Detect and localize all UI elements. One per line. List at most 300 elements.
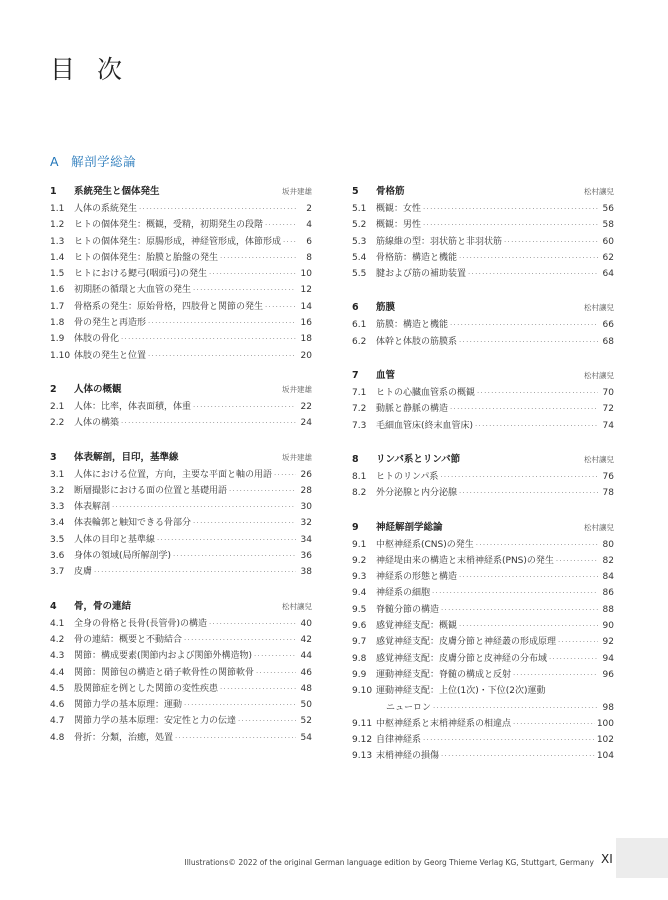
entry-number: 5.4 — [352, 252, 367, 263]
page-number: XI — [601, 852, 613, 866]
entry-number: 1.6 — [50, 285, 65, 296]
toc-entry[interactable] — [50, 467, 312, 483]
dot-leader — [475, 418, 598, 434]
toc-entry[interactable] — [50, 632, 312, 648]
entry-number: 6.2 — [352, 336, 367, 347]
dot-leader — [173, 548, 296, 564]
copyright-footer: Illustrations© 2022 of the original German language edition by Georg Thieme Verlag KG, Stuttgart, Germany — [184, 858, 594, 867]
entry-page: 22 — [300, 401, 312, 412]
entry-number: 9.7 — [352, 637, 367, 648]
dot-leader — [121, 415, 296, 431]
toc-entry[interactable] — [50, 713, 312, 729]
entry-number: 9.10 — [352, 686, 373, 697]
section-name: 解剖学総論 — [71, 154, 137, 169]
entry-number: 1.1 — [50, 204, 65, 214]
entry-title: 骨の発生と再造形 — [74, 318, 147, 329]
entry-page: 4 — [306, 220, 312, 231]
entry-title: 人体における位置，方向，主要な平面と軸の用語 — [74, 469, 273, 480]
entry-title: 体肢の骨化 — [74, 334, 120, 345]
chapter-author: 松村讓兒 — [584, 522, 614, 532]
dot-leader — [450, 401, 598, 417]
toc-entry[interactable] — [50, 665, 312, 681]
entry-title: 感覚神経支配：概観 — [376, 621, 458, 632]
chapter-author: 松村讓兒 — [282, 601, 312, 611]
dot-leader — [423, 217, 598, 233]
entry-title: 感覚神経支配：皮膚分節と神経叢の形成原理 — [376, 637, 557, 648]
toc-entry[interactable] — [352, 553, 614, 569]
dot-leader — [112, 499, 296, 515]
toc-entry[interactable] — [50, 415, 312, 431]
toc-entry[interactable] — [50, 483, 312, 499]
entry-number: 4.7 — [50, 716, 65, 727]
entry-page: 6 — [306, 236, 312, 247]
entry-title: 筋膜：構造と機能 — [376, 320, 449, 331]
toc-entry[interactable] — [352, 585, 614, 601]
entry-title: ニューロン — [386, 702, 432, 713]
entry-number: 6.1 — [352, 320, 367, 331]
dot-leader — [440, 469, 598, 485]
toc-entry[interactable] — [50, 730, 312, 746]
chapter-author: 坂井建雄 — [282, 187, 312, 196]
dot-leader — [220, 681, 296, 697]
entry-title: 末梢神経の損傷 — [376, 751, 440, 762]
entry-title: 体幹と体肢の筋膜系 — [376, 336, 458, 347]
entry-page: 86 — [602, 588, 614, 599]
entry-number: 5.1 — [352, 204, 367, 214]
toc-entry[interactable] — [352, 334, 614, 350]
entry-title: 初期胚の循環と大血管の発生 — [74, 285, 192, 296]
entry-title: 骨格系の発生：原始骨格，四肢骨と関節の発生 — [74, 301, 264, 312]
entry-number: 1.7 — [50, 301, 65, 312]
dot-leader — [558, 634, 598, 650]
chapter-block — [50, 182, 312, 364]
chapter-number: 7 — [352, 370, 359, 382]
chapter-heading[interactable] — [352, 450, 614, 469]
entry-page: 20 — [300, 350, 312, 361]
toc-entry[interactable] — [50, 217, 312, 233]
toc-entry[interactable] — [352, 716, 614, 732]
entry-number: 9.5 — [352, 604, 367, 615]
toc-entry[interactable] — [50, 250, 312, 266]
entry-page: 92 — [602, 637, 614, 648]
toc-entry[interactable] — [50, 331, 312, 347]
entry-number: 1.9 — [50, 334, 65, 345]
entry-number: 9.6 — [352, 621, 367, 632]
entry-number: 4.1 — [50, 618, 65, 629]
chapter-heading[interactable] — [352, 298, 614, 317]
dot-leader — [283, 234, 296, 250]
entry-page: 8 — [306, 252, 312, 263]
dot-leader — [193, 399, 296, 415]
chapter-title: 筋膜 — [376, 302, 396, 314]
entry-page: 36 — [300, 551, 312, 562]
entry-title: 中枢神経系と末梢神経系の相違点 — [376, 718, 512, 729]
toc-entry[interactable] — [50, 282, 312, 298]
dot-leader — [229, 483, 296, 499]
entry-number: 9.3 — [352, 572, 367, 583]
dot-leader — [549, 651, 598, 667]
entry-number: 1.3 — [50, 236, 65, 247]
dot-leader — [265, 299, 296, 315]
chapter-number: 4 — [50, 600, 57, 612]
entry-number: 7.1 — [352, 388, 367, 399]
entry-title: 皮膚 — [74, 567, 93, 578]
toc-entry[interactable] — [352, 385, 614, 401]
chapter-heading[interactable] — [50, 380, 312, 399]
toc-entry[interactable] — [352, 469, 614, 485]
entry-page: 88 — [602, 604, 614, 615]
entry-number: 9.8 — [352, 653, 367, 664]
toc-entry[interactable] — [50, 315, 312, 331]
toc-entry[interactable] — [352, 667, 614, 683]
dot-leader — [441, 748, 595, 764]
entry-page: 82 — [602, 555, 614, 566]
toc-entry[interactable] — [50, 681, 312, 697]
dot-leader — [193, 282, 296, 298]
toc-entry[interactable] — [50, 399, 312, 415]
toc-entry[interactable] — [50, 697, 312, 713]
entry-page: 66 — [602, 320, 614, 331]
toc-entry[interactable] — [352, 569, 614, 585]
entry-page: 12 — [300, 285, 312, 296]
toc-entry[interactable] — [352, 201, 614, 217]
dot-leader — [254, 648, 296, 664]
toc-entry[interactable] — [50, 348, 312, 364]
entry-title: ヒトの個体発生：原腸形成，神経管形成，体節形成 — [74, 236, 282, 247]
chapter-block — [352, 450, 614, 502]
entry-page: 52 — [300, 716, 312, 727]
entry-number: 1.10 — [50, 350, 71, 361]
chapter-number: 1 — [50, 186, 57, 197]
dot-leader — [94, 564, 296, 580]
entry-number: 9.13 — [352, 751, 373, 762]
entry-number: 3.6 — [50, 551, 65, 562]
toc-entry[interactable] — [50, 548, 312, 564]
toc-entry[interactable] — [352, 485, 614, 501]
entry-title: 筋線維の型：羽状筋と非羽状筋 — [376, 236, 503, 247]
entry-page: 16 — [300, 318, 312, 329]
dot-leader — [184, 632, 296, 648]
entry-number: 9.11 — [352, 718, 373, 729]
entry-title: 体表解剖 — [74, 502, 111, 513]
entry-number: 4.8 — [50, 732, 65, 743]
entry-title: 関節：関節包の構造と硝子軟骨性の関節軟骨 — [74, 667, 255, 678]
toc-entry[interactable] — [352, 618, 614, 634]
dot-leader — [265, 217, 296, 233]
toc-entry[interactable] — [352, 401, 614, 417]
toc-entry[interactable] — [352, 418, 614, 434]
toc-entry[interactable] — [352, 700, 614, 716]
dot-leader — [477, 385, 598, 401]
section-title — [50, 152, 136, 170]
entry-page: 100 — [596, 718, 614, 729]
dot-leader — [157, 532, 296, 548]
chapter-title: 体表解剖，目印，基準線 — [74, 451, 179, 463]
entry-page: 26 — [300, 469, 312, 480]
chapter-heading[interactable] — [352, 182, 614, 201]
entry-number: 7.3 — [352, 420, 367, 431]
entry-page: 18 — [300, 334, 312, 345]
chapter-block — [50, 597, 312, 746]
dot-leader — [432, 585, 598, 601]
chapter-title: リンパ系とリンパ節 — [376, 453, 461, 465]
entry-page: 54 — [300, 732, 312, 743]
entry-title: ヒトの個体発生：胎膜と胎盤の発生 — [74, 252, 219, 263]
entry-page: 78 — [602, 488, 614, 499]
entry-page: 80 — [602, 539, 614, 550]
entry-number: 5.5 — [352, 269, 367, 280]
chapter-number: 6 — [352, 302, 359, 314]
toc-entry[interactable] — [352, 537, 614, 553]
entry-title: 神経堤由来の構造と末梢神経系(PNS)の発生 — [376, 555, 554, 566]
chapter-number: 2 — [50, 383, 57, 395]
entry-page: 68 — [602, 336, 614, 347]
dot-leader — [209, 616, 296, 632]
entry-title: 関節力学の基本原理：安定性と力の伝達 — [74, 716, 237, 727]
chapter-number: 5 — [352, 186, 359, 197]
toc-entry[interactable] — [50, 616, 312, 632]
entry-page: 94 — [602, 653, 614, 664]
entry-title: 神経系の細胞 — [376, 588, 431, 599]
entry-title: 関節：構成要素(関節内および関節外構造物) — [74, 651, 253, 662]
toc-entry[interactable] — [50, 564, 312, 580]
entry-page: 10 — [300, 269, 312, 280]
chapter-number: 8 — [352, 453, 359, 465]
entry-title: 人体の系統発生 — [74, 204, 138, 214]
entry-number: 1.5 — [50, 269, 65, 280]
entry-title: 概観：女性 — [376, 204, 422, 214]
entry-number: 4.2 — [50, 634, 65, 645]
chapter-heading[interactable] — [50, 182, 312, 201]
entry-title: 骨の連結：概要と不動結合 — [74, 634, 183, 645]
entry-page: 58 — [602, 220, 614, 231]
chapter-title: 血管 — [376, 370, 396, 382]
entry-title: 股関節症を例とした関節の変性疾患 — [74, 683, 219, 694]
chapter-author: 松村讓兒 — [584, 371, 614, 381]
dot-leader — [459, 485, 598, 501]
chapter-title: 人体の概観 — [74, 383, 122, 395]
toc-entry[interactable] — [50, 648, 312, 664]
entry-number: 5.3 — [352, 236, 367, 247]
dot-leader — [423, 201, 598, 217]
entry-number: 8.2 — [352, 488, 367, 499]
entry-page: 44 — [300, 651, 312, 662]
chapter-title: 骨格筋 — [376, 186, 405, 197]
entry-title: 中枢神経系(CNS)の発生 — [376, 539, 474, 550]
chapter-heading[interactable] — [352, 518, 614, 537]
entry-number: 4.5 — [50, 683, 65, 694]
entry-title: 骨格筋：構造と機能 — [376, 252, 458, 263]
entry-title: 人体の目印と基準線 — [74, 534, 156, 545]
entry-title: 運動神経支配：脊髄の構成と反射 — [376, 669, 512, 680]
dot-leader — [504, 234, 598, 250]
entry-title: ヒトの個体発生：概観，受精，初期発生の段階 — [74, 220, 264, 231]
dot-leader — [193, 515, 296, 531]
chapter-block — [50, 448, 312, 581]
chapter-author: 坂井建雄 — [282, 452, 312, 462]
entry-title: ヒトの心臓血管系の概観 — [376, 388, 476, 399]
chapter-block — [352, 182, 614, 282]
chapter-heading[interactable] — [50, 448, 312, 467]
dot-leader — [441, 602, 598, 618]
entry-title: 腱および筋の補助装置 — [376, 269, 467, 280]
entry-number: 1.4 — [50, 252, 65, 263]
dot-leader — [220, 250, 296, 266]
entry-page: 48 — [300, 683, 312, 694]
entry-page: 32 — [300, 518, 312, 529]
entry-number: 9.2 — [352, 555, 367, 566]
entry-page: 64 — [602, 269, 614, 280]
chapter-author: 坂井建雄 — [282, 384, 312, 394]
toc-entry[interactable] — [352, 732, 614, 748]
entry-number: 8.1 — [352, 471, 367, 482]
entry-number: 3.1 — [50, 469, 65, 480]
entry-title: 神経系の形態と構造 — [376, 572, 458, 583]
toc-entry[interactable] — [50, 201, 312, 217]
dot-leader — [513, 716, 595, 732]
dot-leader — [459, 569, 598, 585]
entry-title: 全身の骨格と長骨(長管骨)の構造 — [74, 618, 208, 629]
dot-leader — [459, 618, 598, 634]
toc-entry[interactable] — [50, 266, 312, 282]
entry-page: 38 — [300, 567, 312, 578]
entry-number: 4.6 — [50, 700, 65, 711]
dot-leader — [209, 266, 296, 282]
entry-title: 自律神経系 — [376, 735, 422, 746]
entry-page: 104 — [596, 751, 614, 762]
entry-page: 24 — [300, 418, 312, 429]
dot-leader — [184, 697, 296, 713]
toc-entry[interactable] — [50, 499, 312, 515]
entry-number: 4.4 — [50, 667, 65, 678]
dot-leader — [459, 250, 598, 266]
entry-title: 動脈と静脈の構造 — [376, 404, 449, 415]
entry-number: 3.2 — [50, 485, 65, 496]
entry-title: 関節力学の基本原理：運動 — [74, 700, 183, 711]
dot-leader — [468, 266, 598, 282]
toc-entry[interactable] — [50, 299, 312, 315]
entry-number: 1.8 — [50, 318, 65, 329]
entry-number: 3.7 — [50, 567, 65, 578]
toc-entry[interactable] — [352, 748, 614, 764]
entry-page: 30 — [300, 502, 312, 513]
toc-entry[interactable] — [50, 532, 312, 548]
chapter-title: 系統発生と個体発生 — [74, 186, 160, 197]
entry-title: 体表輪郭と触知できる骨部分 — [74, 518, 192, 529]
entry-title: 運動神経支配：上位(1次)・下位(2次)運動 — [376, 686, 546, 697]
dot-leader — [450, 317, 598, 333]
entry-page: 96 — [602, 669, 614, 680]
chapter-number: 9 — [352, 521, 359, 533]
toc-entry[interactable] — [352, 683, 614, 699]
entry-page: 62 — [602, 252, 614, 263]
chapter-title: 神経解剖学総論 — [376, 521, 443, 533]
chapter-number: 3 — [50, 451, 57, 463]
entry-title: 身体の領域(局所解剖学) — [74, 551, 172, 562]
dot-leader — [556, 553, 598, 569]
entry-page: 72 — [602, 404, 614, 415]
entry-page: 56 — [602, 204, 614, 214]
chapter-heading[interactable] — [352, 366, 614, 385]
dot-leader — [423, 732, 595, 748]
entry-number: 2.1 — [50, 401, 65, 412]
entry-page: 46 — [300, 667, 312, 678]
toc-entry[interactable] — [352, 634, 614, 650]
toc-entry[interactable] — [352, 651, 614, 667]
entry-number: 3.4 — [50, 518, 65, 529]
entry-page: 74 — [602, 420, 614, 431]
chapter-author: 松村讓兒 — [584, 187, 614, 196]
entry-page: 50 — [300, 700, 312, 711]
entry-number: 7.2 — [352, 404, 367, 415]
entry-page: 70 — [602, 388, 614, 399]
chapter-title: 骨，骨の連結 — [74, 600, 132, 612]
dot-leader — [256, 665, 296, 681]
toc-entry[interactable] — [352, 217, 614, 233]
toc-column-left — [50, 182, 312, 762]
entry-title: 毛細血管床(終末血管床) — [376, 420, 474, 431]
toc-entry[interactable] — [352, 602, 614, 618]
dot-leader — [238, 713, 296, 729]
entry-number: 4.3 — [50, 651, 65, 662]
entry-number: 9.1 — [352, 539, 367, 550]
entry-number: 9.9 — [352, 669, 367, 680]
entry-page: 14 — [300, 301, 312, 312]
entry-page: 28 — [300, 485, 312, 496]
entry-page: 76 — [602, 471, 614, 482]
entry-title: 感覚神経支配：皮膚分節と皮神経の分布域 — [376, 653, 548, 664]
entry-page: 90 — [602, 621, 614, 632]
entry-title: 外分泌腺と内分泌腺 — [376, 488, 458, 499]
toc-entry[interactable] — [50, 234, 312, 250]
dot-leader — [148, 315, 296, 331]
dot-leader — [476, 537, 598, 553]
entry-page: 40 — [300, 618, 312, 629]
dot-leader — [121, 331, 296, 347]
dot-leader — [139, 201, 296, 217]
entry-page: 98 — [602, 702, 614, 713]
page-title: 目 次 — [50, 55, 129, 84]
entry-title: 脊髄分節の構造 — [376, 604, 440, 615]
chapter-heading[interactable] — [50, 597, 312, 616]
entry-page: 2 — [306, 204, 312, 214]
entry-number: 9.12 — [352, 735, 373, 746]
dot-leader — [433, 700, 598, 716]
entry-number: 5.2 — [352, 220, 367, 231]
entry-number: 2.2 — [50, 418, 65, 429]
entry-page: 42 — [300, 634, 312, 645]
entry-number: 9.4 — [352, 588, 367, 599]
chapter-block — [352, 298, 614, 350]
chapter-author: 松村讓兒 — [584, 303, 614, 313]
entry-title: ヒトのリンパ系 — [376, 471, 439, 482]
entry-number: 1.2 — [50, 220, 65, 231]
toc-entry[interactable] — [352, 234, 614, 250]
section-letter: A — [50, 154, 60, 169]
entry-title: 概観：男性 — [376, 220, 422, 231]
toc-entry[interactable] — [50, 515, 312, 531]
toc-entry[interactable] — [352, 266, 614, 282]
chapter-block — [352, 518, 614, 765]
dot-leader — [148, 348, 296, 364]
entry-page: 60 — [602, 236, 614, 247]
chapter-block — [352, 366, 614, 434]
entry-title: ヒトにおける鰓弓(咽頭弓)の発生 — [74, 269, 208, 280]
toc-entry[interactable] — [352, 317, 614, 333]
entry-page: 34 — [300, 534, 312, 545]
toc-entry[interactable] — [352, 250, 614, 266]
entry-title: 人体：比率，体表面積，体重 — [74, 401, 192, 412]
